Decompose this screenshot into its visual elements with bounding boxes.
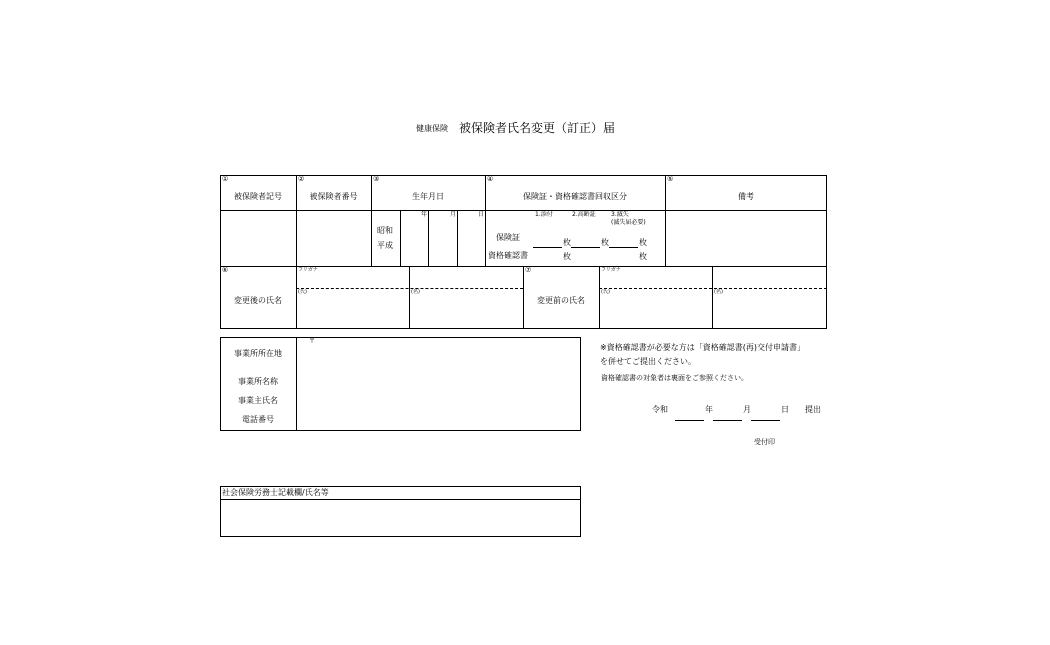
- submit-day-unit: 日: [781, 405, 789, 414]
- before-family-label: (氏): [601, 289, 610, 295]
- note-line-2: を併せてご提出ください。: [600, 357, 696, 366]
- option-lost: 3.滅失: [611, 211, 629, 218]
- sharoshi-field[interactable]: [221, 500, 580, 536]
- after-family-label: (氏): [298, 289, 307, 295]
- card-lost-unit: 枚: [639, 238, 647, 247]
- employer-info-field[interactable]: [297, 347, 580, 430]
- submit-year-field[interactable]: [675, 420, 704, 421]
- sharoshi-label: 社会保険労務士記載欄/氏名等: [222, 488, 329, 497]
- option-attached: 1.添付: [535, 211, 553, 218]
- col3-number: ③: [373, 175, 380, 183]
- card-lost-blank[interactable]: [609, 247, 638, 248]
- col1-number: ①: [222, 175, 229, 183]
- birth-month-unit: 月: [450, 211, 457, 218]
- insured-number-header: 被保険者番号: [309, 192, 358, 201]
- remarks-header: 備考: [738, 192, 754, 201]
- submit-era: 令和: [652, 405, 668, 414]
- after-given-name-field[interactable]: [410, 297, 522, 328]
- before-given-label: (名): [714, 289, 723, 295]
- before-name-label: 変更前の氏名: [537, 296, 585, 305]
- insured-number-field[interactable]: [297, 211, 370, 266]
- employer-name-label: 事業主氏名: [238, 396, 278, 405]
- after-furigana-family-field[interactable]: [297, 275, 408, 287]
- card-return-header: 保険証・資格確認書回収区分: [523, 192, 627, 201]
- before-furigana-given-field[interactable]: [713, 275, 826, 287]
- office-address-label: 事業所所在地: [234, 349, 282, 358]
- birth-month-field[interactable]: [429, 220, 456, 266]
- phone-number-label: 電話番号: [242, 415, 274, 424]
- col2-number: ②: [298, 175, 305, 183]
- submit-day-field[interactable]: [751, 420, 780, 421]
- card-elderly-unit: 枚: [601, 238, 609, 247]
- page-title: 被保険者氏名変更（訂正）届: [459, 121, 616, 135]
- option-elderly-card: 2.高齢証: [572, 211, 596, 218]
- remarks-field[interactable]: [666, 211, 826, 266]
- after-furigana-label: フリガナ: [298, 267, 318, 273]
- insured-symbol-field[interactable]: [221, 211, 295, 266]
- after-name-number: ⑥: [222, 266, 229, 274]
- before-furigana-family-field[interactable]: [600, 275, 711, 287]
- submit-month-unit: 月: [743, 405, 751, 414]
- before-name-number: ⑦: [525, 266, 532, 274]
- card-elderly-blank[interactable]: [571, 247, 600, 248]
- after-name-label: 変更後の氏名: [234, 296, 282, 305]
- card-attached-unit: 枚: [563, 238, 571, 247]
- card-attached-blank[interactable]: [533, 247, 562, 248]
- title-prefix: 健康保険: [416, 124, 448, 133]
- after-given-label: (名): [411, 289, 420, 295]
- reception-stamp-label: 受付印: [754, 438, 775, 446]
- insurance-card-row-label: 保険証: [496, 233, 520, 242]
- birth-year-unit: 年: [421, 211, 428, 218]
- option-lost-note: (滅失届必要): [611, 219, 646, 226]
- cert-attached-unit: 枚: [563, 252, 571, 261]
- cert-lost-unit: 枚: [639, 252, 647, 261]
- before-given-name-field[interactable]: [713, 297, 826, 328]
- birth-year-field[interactable]: [401, 220, 427, 266]
- after-family-name-field[interactable]: [297, 297, 408, 328]
- era-showa: 昭和: [377, 226, 393, 235]
- birthdate-header: 生年月日: [412, 192, 444, 201]
- before-family-name-field[interactable]: [600, 297, 711, 328]
- qualification-cert-row-label: 資格確認書: [488, 251, 528, 260]
- insured-symbol-header: 被保険者記号: [234, 192, 282, 201]
- after-furigana-given-field[interactable]: [410, 275, 522, 287]
- note-line-3: 資格確認書の対象者は裏面をご参照ください。: [601, 374, 748, 382]
- submit-action: 提出: [805, 405, 821, 414]
- office-name-label: 事業所名称: [238, 377, 278, 386]
- before-furigana-label: フリガナ: [601, 267, 621, 273]
- col4-number: ④: [487, 175, 494, 183]
- submit-month-field[interactable]: [713, 420, 742, 421]
- postal-mark: 〒: [309, 338, 316, 345]
- era-heisei: 平成: [377, 241, 393, 250]
- note-line-1: ※資格確認書が必要な方は「資格確認書(再)交付申請書」: [600, 343, 805, 352]
- col5-number: ⑤: [667, 175, 674, 183]
- birth-day-unit: 日: [478, 211, 485, 218]
- birth-day-field[interactable]: [458, 220, 484, 266]
- submit-year-unit: 年: [705, 405, 713, 414]
